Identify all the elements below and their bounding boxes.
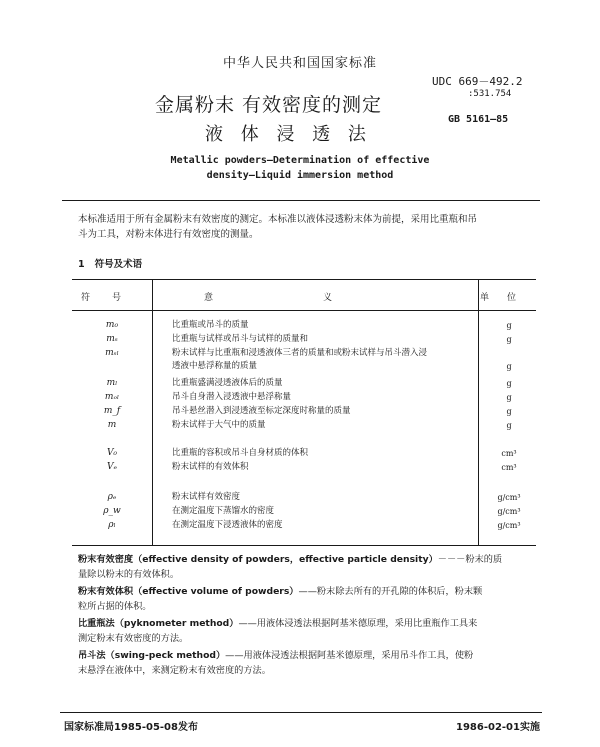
row-unit: g — [506, 362, 512, 371]
row-unit: cm³ — [501, 449, 517, 458]
row-symbol: m_f — [103, 406, 121, 416]
udc-code2: :531.754 — [468, 89, 512, 99]
definition — [78, 584, 540, 614]
row-unit: g/cm³ — [497, 521, 521, 530]
row-unit: g/cm³ — [497, 507, 521, 516]
row-meaning: 比重瓶与试样或吊斗与试样的质量和 — [172, 334, 309, 344]
header-symbol: 符号 — [80, 293, 143, 303]
section-title: 符号及术语 — [94, 259, 143, 270]
row-meaning: 粉末试样于大气中的质量 — [172, 420, 266, 430]
row-unit: g/cm³ — [497, 493, 521, 502]
definition-cont: 量除以粉末的有效体积。 — [78, 569, 180, 580]
section-number: 1 — [78, 259, 85, 270]
definition — [78, 616, 540, 646]
definition — [78, 648, 540, 678]
definition-body: ——用液体浸透法根据阿基米德原理，采用比重瓶作工具来 — [238, 618, 478, 629]
row-unit: g — [506, 321, 512, 330]
definition-term: 粉末有效体积（effective volume of powders） — [78, 586, 299, 597]
row-meaning: 在测定温度下蒸馏水的密度 — [172, 506, 275, 516]
title-zh-line2: 液 体 浸 透 法 — [205, 124, 372, 145]
row-unit: cm³ — [501, 463, 517, 472]
row-symbol: Vₑ — [107, 462, 117, 472]
definition-body: ——粉末除去所有的开孔隙的体积后，粉末颗 — [298, 586, 483, 597]
header-meaning: 意义 — [203, 293, 442, 303]
table-divider — [152, 280, 153, 545]
row-meaning: 透液中悬浮称量的质量 — [172, 361, 258, 371]
definition-term: 比重瓶法（pyknometer method） — [78, 618, 239, 629]
udc-code — [432, 76, 522, 100]
row-symbol: m₀ — [105, 320, 119, 330]
definition-term: 粉末有效密度（effective density of powders，effective particle density） — [78, 554, 438, 565]
row-meaning: 在测定温度下浸透液体的密度 — [172, 520, 283, 530]
row-unit: g — [506, 393, 512, 402]
row-symbol: mₛ — [106, 334, 118, 344]
row-meaning: 吊斗悬丝潜入到浸透液至标定深度时称量的质量 — [172, 406, 351, 416]
title-en-line2: density—Liquid immersion method — [206, 170, 394, 181]
row-meaning: 比重瓶盛满浸透液体后的质量 — [172, 378, 283, 388]
intro-line1: 本标准适用于所有金属粉末有效密度的测定。本标准以液体浸透粉末体为前提，采用比重瓶和吊 — [78, 214, 478, 225]
definition-cont: 粒所占据的体积。 — [78, 601, 152, 612]
section-heading — [78, 256, 142, 270]
row-unit: g — [506, 407, 512, 416]
title-en — [0, 153, 600, 183]
row-meaning: 粉末试样有效密度 — [172, 492, 241, 502]
standard-header: 中华人民共和国国家标准 — [222, 56, 377, 71]
row-meaning: 比重瓶或吊斗的质量 — [172, 320, 249, 330]
intro-paragraph — [78, 212, 538, 242]
footer-divider — [60, 712, 542, 713]
row-meaning: 粉末试样与比重瓶和浸透液体三者的质量和或粉末试样与吊斗潜入浸 — [172, 348, 428, 358]
title-en-line1: Metallic powders—Determination of effective — [170, 155, 430, 166]
row-symbol: ρ_w — [103, 506, 121, 516]
row-meaning: 粉末试样的有效体积 — [172, 462, 249, 472]
table-divider — [478, 280, 479, 545]
effective-date: 1986-02-01实施 — [456, 722, 540, 733]
row-meaning: 比重瓶的容积或吊斗自身材质的体积 — [172, 448, 309, 458]
intro-line2: 斗为工具，对粉末体进行有效密度的测量。 — [78, 229, 259, 240]
definition — [78, 552, 540, 582]
row-unit: g — [506, 421, 512, 430]
definition-body: －－－粉末的质 — [437, 554, 503, 565]
udc-label: UDC — [432, 75, 452, 88]
table-header — [72, 280, 536, 311]
symbol-table — [72, 279, 536, 546]
row-symbol: mₗ — [106, 378, 118, 388]
gb-number: GB 5161—85 — [448, 114, 509, 125]
title-zh-line1: 金属粉末 有效密度的测定 — [155, 94, 383, 116]
row-symbol: ρₑ — [107, 492, 117, 502]
row-unit: g — [506, 335, 512, 344]
definition-term: 吊斗法（swing-peck method） — [78, 650, 226, 661]
row-unit: g — [506, 379, 512, 388]
row-meaning: 吊斗自身潜入浸透液中悬浮称量 — [172, 392, 292, 402]
row-symbol: V₀ — [106, 448, 118, 458]
issuer-date: 国家标准局1985-05-08发布 — [64, 722, 198, 733]
udc-code1: 669－492.2 — [458, 75, 523, 88]
header-divider — [62, 200, 540, 201]
header-unit: 单位 — [479, 293, 534, 303]
definition-cont: 末悬浮在液体中，来测定粉末有效密度的方法。 — [78, 665, 271, 676]
row-symbol: mₒₗ — [104, 392, 120, 402]
row-symbol: mₛₗ — [105, 348, 119, 358]
definition-body: ——用液体浸透法根据阿基米德原理，采用吊斗作工具，使粉 — [225, 650, 474, 661]
definition-cont: 测定粉末有效密度的方法。 — [78, 633, 189, 644]
row-symbol: ρₗ — [108, 520, 116, 530]
row-symbol: m — [107, 420, 117, 430]
